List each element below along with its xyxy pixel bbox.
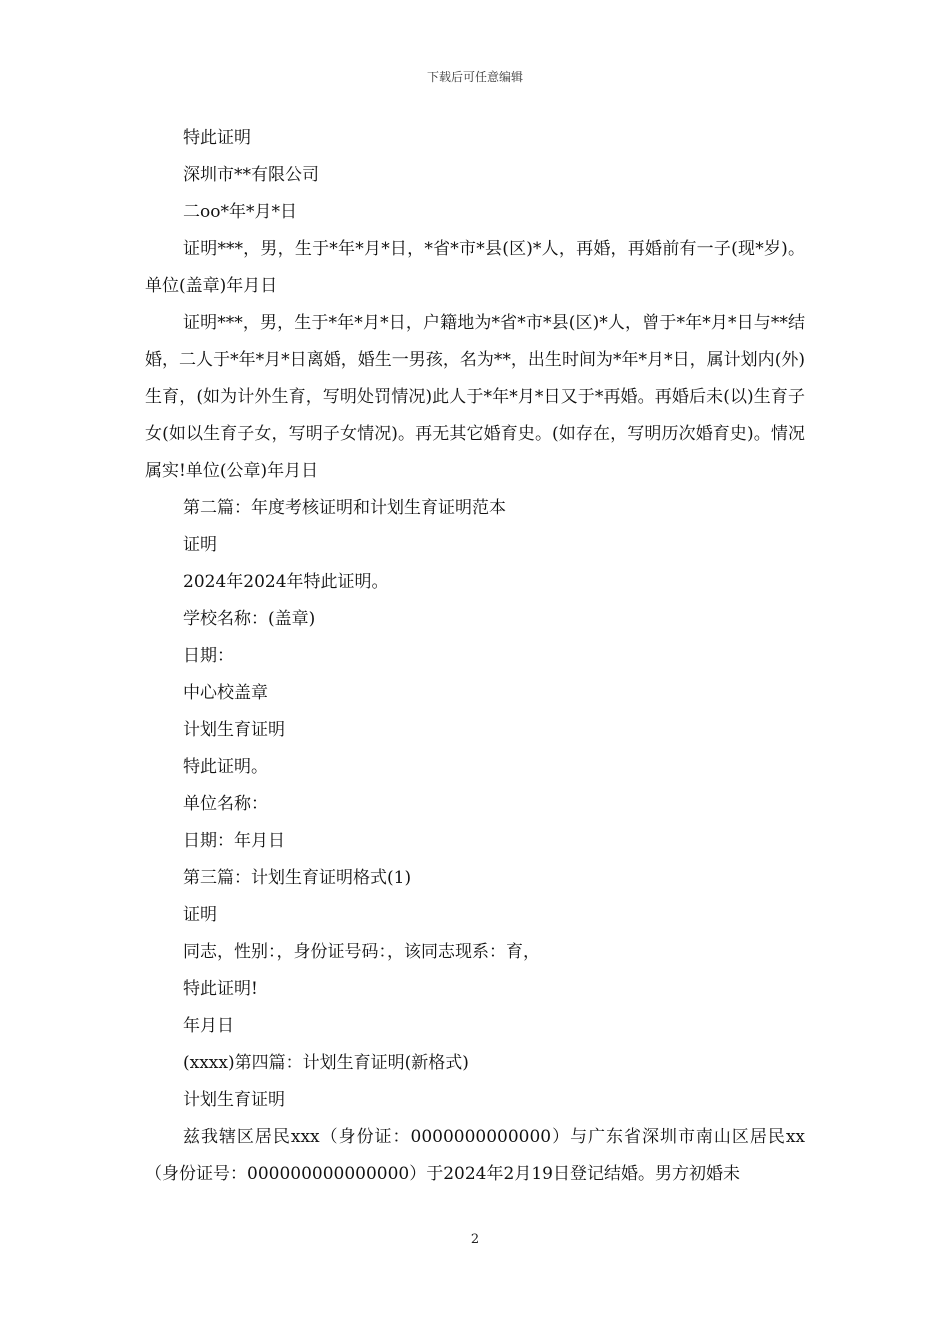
paragraph: 特此证明 (183, 128, 251, 148)
paragraph: 证明***，男，生于*年*月*日，户籍地为*省*市*县(区)*人，曾于*年*月*日与**结婚，二人于*年*月*日离婚，婚生一男孩，名为**，出生时间为*年*月*日，属计划内(外)生育，(如为计外生育，写明处罚情况)此人于*年*月*日又于*再婚。再婚后未(以)生育子女(如以生育子女，写明子女情况)。再无其它婚育史。(如存在，写明历次婚育史)。情况属实!单位(公章)年月日 (145, 313, 805, 481)
paragraph: 特此证明! (183, 979, 258, 999)
paragraph: 学校名称：(盖章) (183, 609, 316, 629)
paragraph: 证明 (183, 905, 217, 925)
document-body (145, 120, 805, 1193)
page-header: 下载后可任意编辑 (426, 70, 523, 84)
paragraph: 二oo*年*月*日 (183, 202, 297, 222)
paragraph: 2024年2024年特此证明。 (183, 572, 389, 592)
paragraph: 年月日 (183, 1016, 234, 1036)
paragraph: 深圳市**有限公司 (183, 165, 319, 185)
section-heading: 第二篇：年度考核证明和计划生育证明范本 (183, 498, 506, 518)
paragraph: 中心校盖章 (183, 683, 268, 703)
paragraph: 计划生育证明 (183, 1090, 285, 1110)
paragraph: 日期： (183, 646, 234, 666)
page-number: 2 (470, 1232, 480, 1247)
paragraph: 同志，性别：，身份证号码：，该同志现系：育， (183, 942, 540, 962)
section-heading: (xxxx)第四篇：计划生育证明(新格式) (183, 1053, 469, 1073)
paragraph: 单位名称： (183, 794, 268, 814)
section-heading: 第三篇：计划生育证明格式(1) (183, 868, 412, 888)
paragraph: 证明***，男，生于*年*月*日，*省*市*县(区)*人，再婚，再婚前有一子(现*岁)。单位(盖章)年月日 (145, 239, 805, 296)
paragraph: 证明 (183, 535, 217, 555)
paragraph: 特此证明。 (183, 757, 268, 777)
paragraph: 计划生育证明 (183, 720, 285, 740)
paragraph: 日期：年月日 (183, 831, 285, 851)
paragraph: 兹我辖区居民xxx（身份证：0000000000000）与广东省深圳市南山区居民xx（身份证号：000000000000000）于2024年2月19日登记结婚。男方初婚未 (145, 1127, 805, 1184)
